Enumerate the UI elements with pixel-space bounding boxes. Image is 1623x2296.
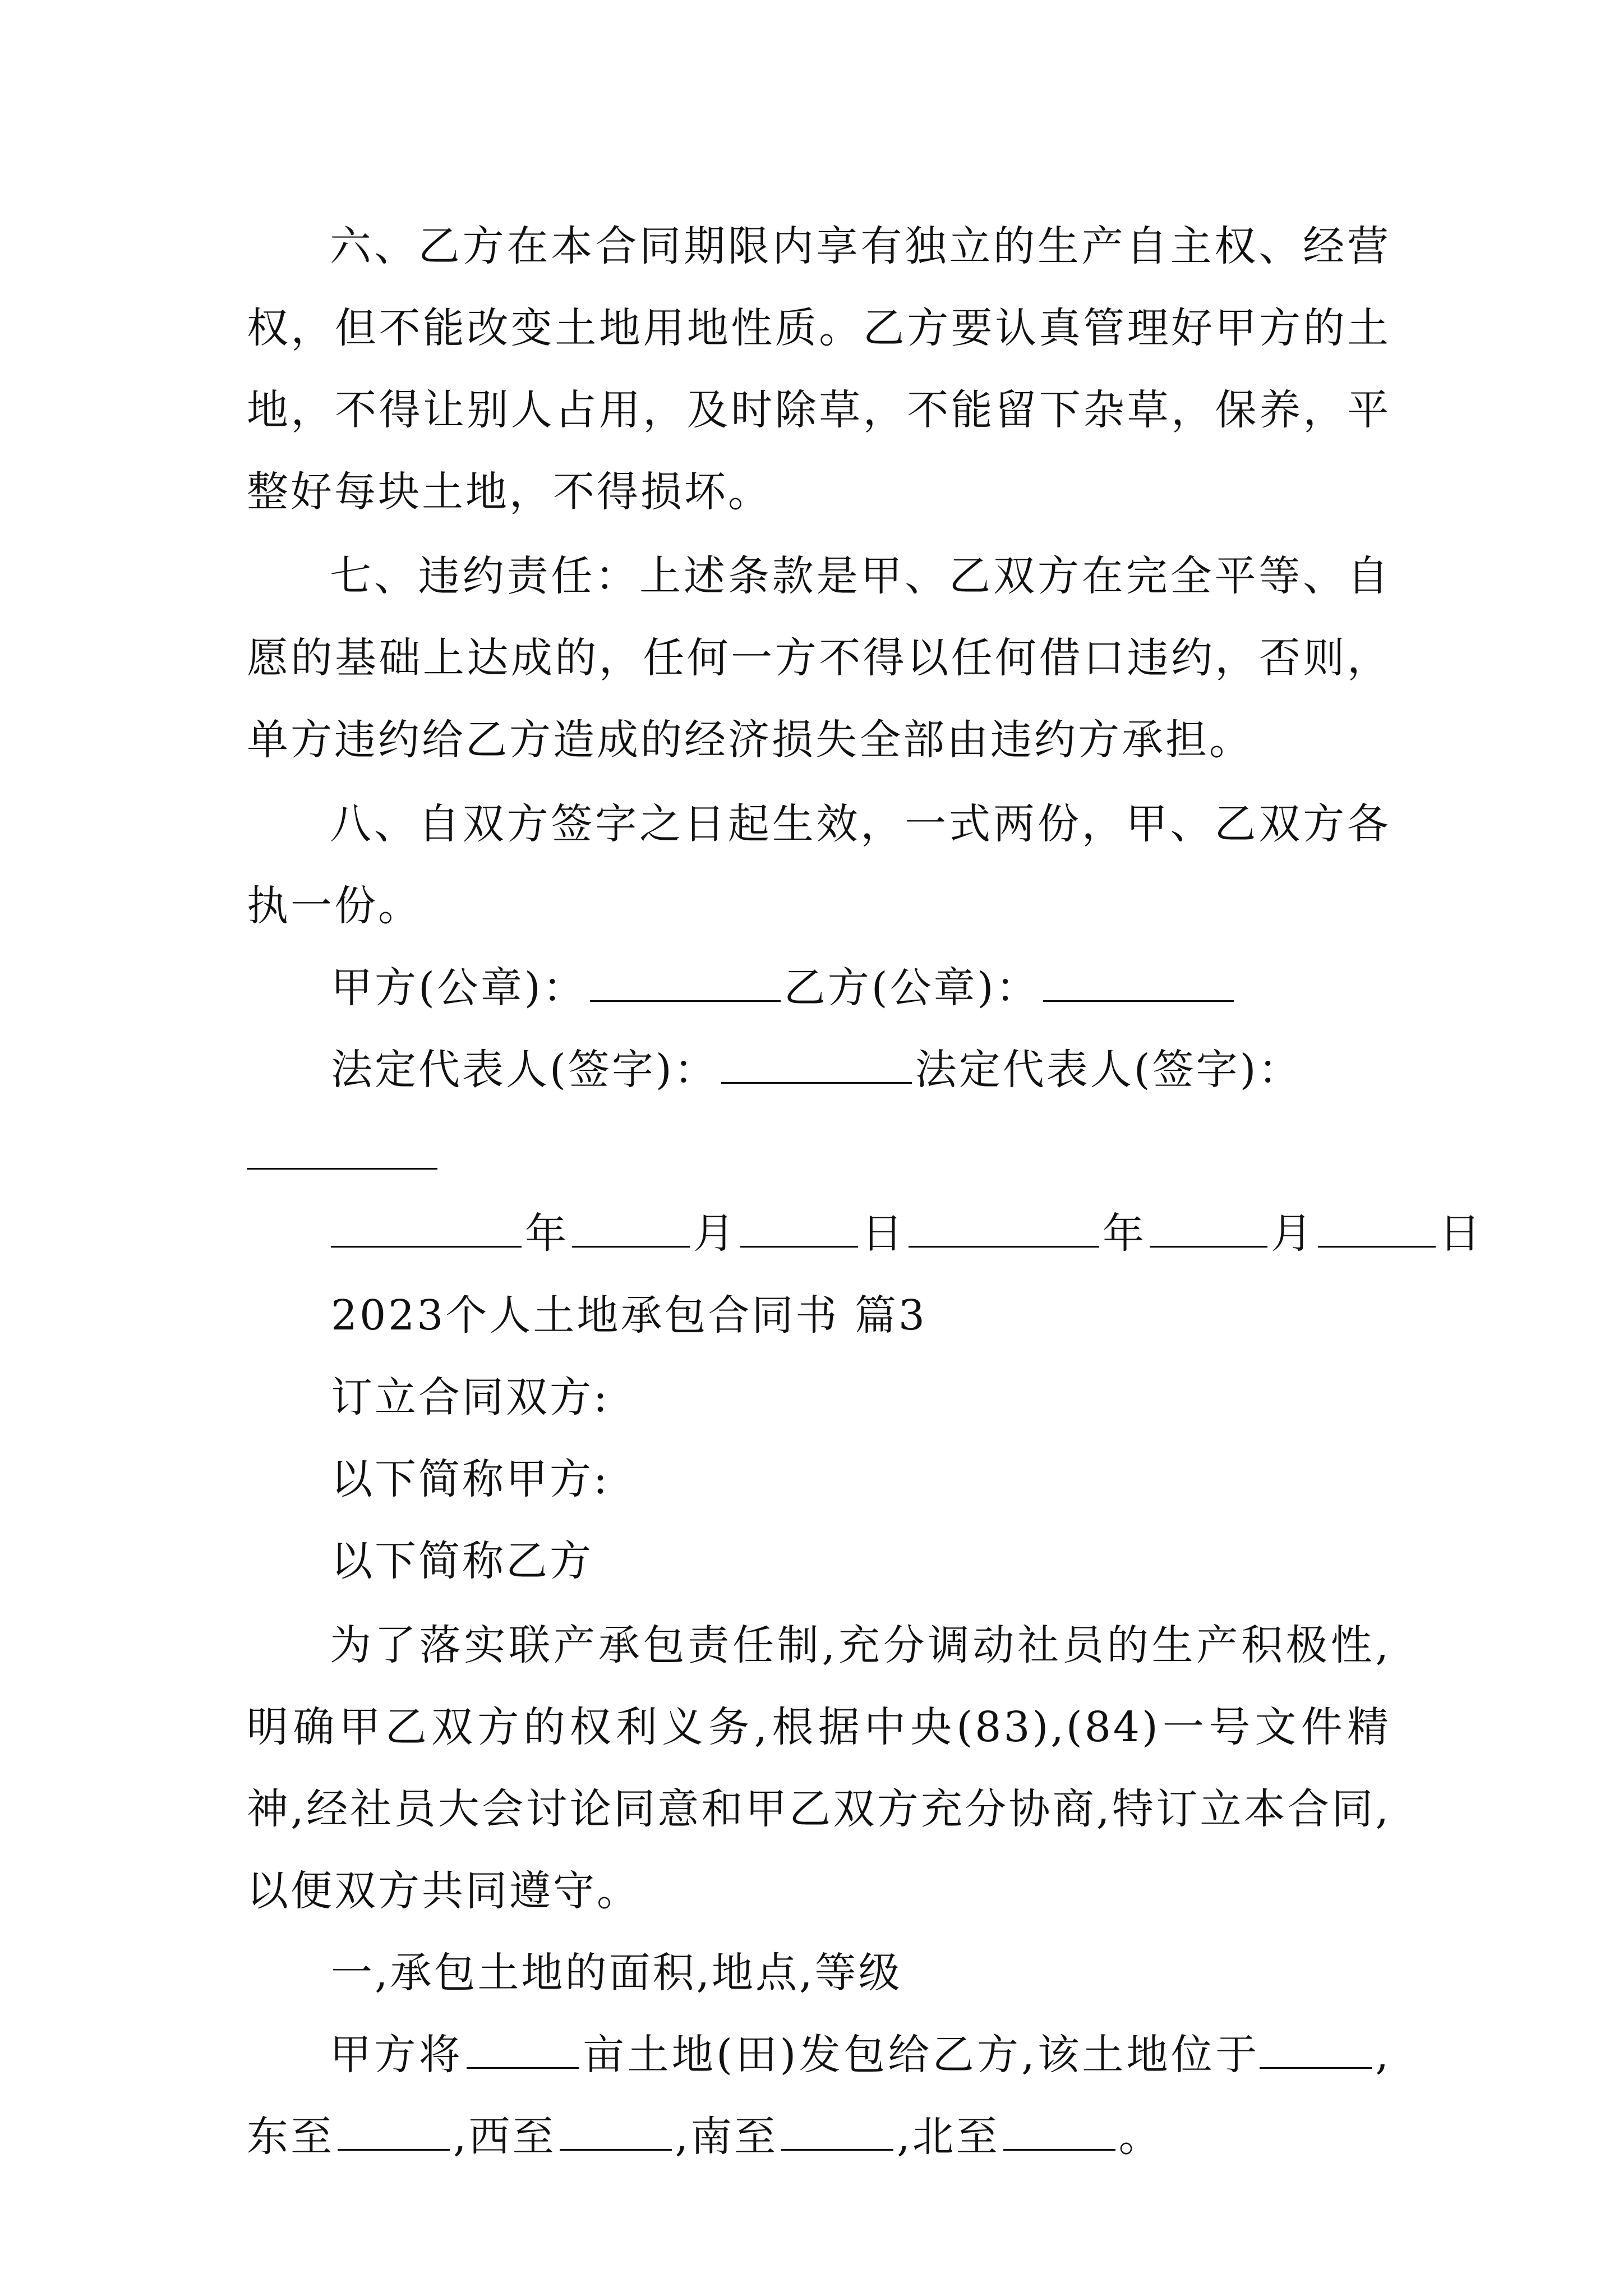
item-1-heading: 一,承包土地的面积,地点,等级 bbox=[331, 1949, 902, 1997]
party-b-line: 以下简称乙方 bbox=[331, 1537, 593, 1585]
parties-line: 订立合同双方: bbox=[331, 1373, 610, 1421]
party-a-seal-label: 甲方(公章)： bbox=[331, 964, 587, 1012]
section-title: 2023个人土地承包合同书 篇3 bbox=[331, 1291, 927, 1340]
land-paragraph bbox=[247, 2014, 1391, 2178]
date-b-month: 月 bbox=[1271, 1209, 1315, 1258]
legal-rep-a-label: 法定代表人(签字)： bbox=[331, 1046, 718, 1094]
land-part-2: 亩土地(田)发包给乙方,该土地位于 bbox=[582, 2031, 1260, 2079]
legal-rep-b-blank bbox=[247, 1133, 437, 1170]
land-location-blank bbox=[1260, 2032, 1372, 2069]
north-label: ,北至 bbox=[897, 2113, 1000, 2161]
date-a-month-blank bbox=[572, 1211, 690, 1248]
west-label: ,西至 bbox=[453, 2113, 556, 2161]
east-blank bbox=[338, 2114, 450, 2151]
end-mark: 。 bbox=[1118, 2113, 1163, 2161]
party-b-seal-blank bbox=[1043, 965, 1234, 1002]
west-blank bbox=[560, 2114, 672, 2151]
party-a-seal-blank bbox=[590, 965, 781, 1002]
date-a-day-blank bbox=[740, 1211, 858, 1248]
legal-rep-row bbox=[247, 1029, 1391, 1111]
date-row bbox=[247, 1193, 1483, 1274]
document-body bbox=[247, 205, 1483, 2178]
date-b-day-blank bbox=[1318, 1211, 1436, 1248]
east-label: ,东至 bbox=[247, 2031, 1391, 2161]
south-label: ,南至 bbox=[675, 2113, 778, 2161]
intro-paragraph: 为了落实联产承包责任制,充分调动社员的生产积极性,明确甲乙双方的权利义务,根据中央(83),(84)一号文件精神,经社员大会讨论同意和甲乙双方充分协商,特订立本合同,以便双方共同遵守。 bbox=[247, 1621, 1391, 1915]
date-b-day: 日 bbox=[1439, 1209, 1483, 1258]
clause-8: 八、自双方签字之日起生效，一式两份，甲、乙双方各执一份。 bbox=[247, 800, 1391, 930]
legal-rep-b-blank-row bbox=[247, 1111, 1391, 1193]
date-a-year-blank bbox=[331, 1211, 522, 1248]
north-blank bbox=[1003, 2114, 1115, 2151]
date-a-year: 年 bbox=[525, 1209, 569, 1258]
date-b-year: 年 bbox=[1103, 1209, 1146, 1258]
land-part-1: 甲方将 bbox=[330, 2031, 463, 2079]
clause-6: 六、乙方在本合同期限内享有独立的生产自主权、经营权，但不能改变土地用地性质。乙方要认真管理好甲方的土地，不得让别人占用，及时除草，不能留下杂草，保养，平整好每块土地，不得损坏。 bbox=[247, 222, 1391, 516]
date-a-day: 日 bbox=[861, 1209, 905, 1258]
land-area-blank bbox=[467, 2032, 579, 2069]
party-a-line: 以下简称甲方: bbox=[331, 1455, 610, 1503]
date-b-month-blank bbox=[1150, 1211, 1267, 1248]
legal-rep-a-blank bbox=[721, 1047, 912, 1084]
date-b-year-blank bbox=[909, 1211, 1099, 1248]
party-b-seal-label: 乙方(公章)： bbox=[783, 964, 1040, 1012]
south-blank bbox=[781, 2114, 893, 2151]
clause-7: 七、违约责任：上述条款是甲、乙双方在完全平等、自愿的基础上达成的，任何一方不得以任何借口违约，否则，单方违约给乙方造成的经济损失全部由违约方承担。 bbox=[247, 552, 1391, 764]
seal-row bbox=[247, 947, 1391, 1029]
legal-rep-b-label: 法定代表人(签字)： bbox=[915, 1046, 1302, 1094]
date-a-month: 月 bbox=[693, 1209, 737, 1258]
